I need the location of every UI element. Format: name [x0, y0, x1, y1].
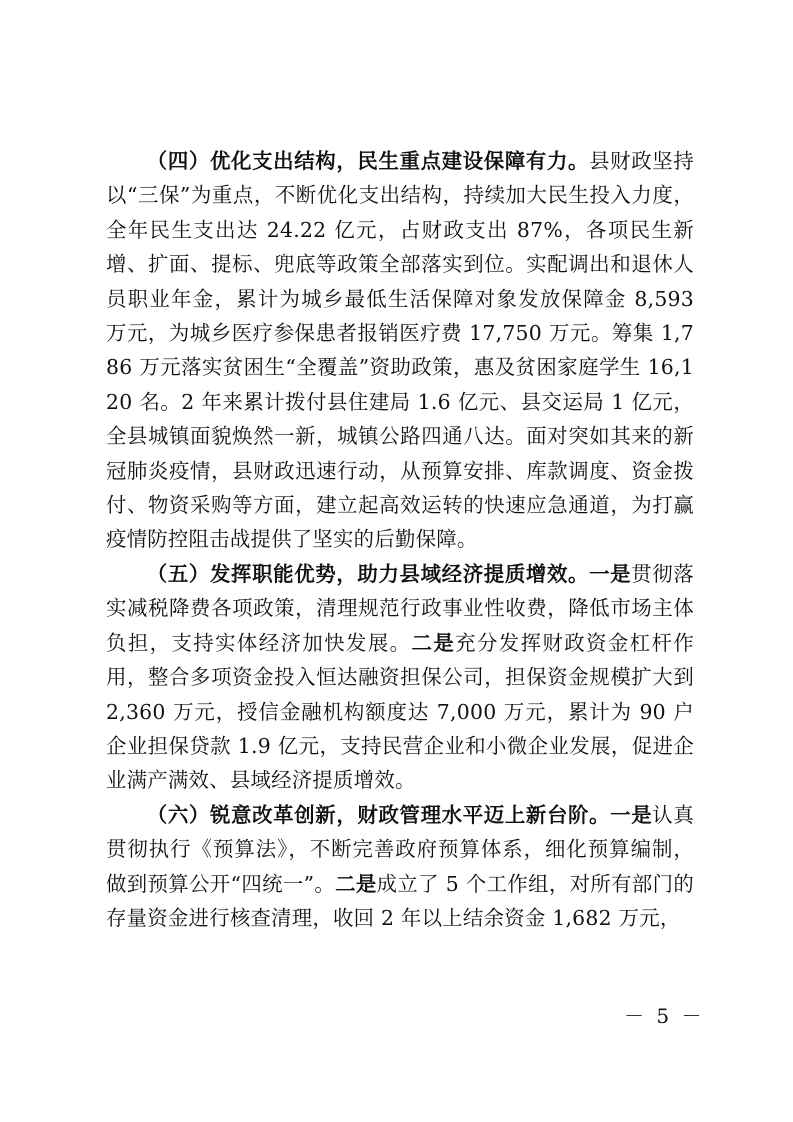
paragraph-6 [106, 798, 694, 936]
page-number: － 5 － [624, 1004, 705, 1028]
document-body [106, 144, 694, 935]
paragraph-text: 成立了 5 个工作组，对所有部门的存量资金进行核查清理，收回 2 年以上结余资金 1,682 万元， [106, 871, 694, 930]
section-heading-5: （五）发挥职能优势，助力县域经济提质增效。 [146, 561, 590, 586]
paragraph-text: 充分发挥财政资金杠杆作用，整合多项资金投入恒达融资担保公司，担保资金规模扩大到 2,360 万元，授信金融机构额度达 7,000 万元，累计为 90 户企业担保贷款 1.9 亿元，支持民营企业和小微企业发展，促进企业满产满效、县域经济提质增效。 [106, 630, 695, 793]
point-label: 一是 [610, 802, 653, 827]
paragraph-5 [106, 557, 694, 798]
paragraph-text: 县财政坚持以“三保”为重点，不断优化支出结构，持续加大民生投入力度，全年民生支出达 24.22 亿元，占财政支出 87%，各项民生新增、扩面、提标、兜底等政策全部落实到位。实配调出和退休人员职业年金，累计为城乡最低生活保障对象发放保障金 8,593 万元，为城乡医疗参保患者报销医疗费 17,750 万元。筹集 1,786 万元落实贫困生“全覆盖”资助政策，惠及贫困家庭学生 16,120 名。2 年来累计拨付县住建局 1.6 亿元、县交运局 1 亿元，全县城镇面貌焕然一新，城镇公路四通八达。面对突如其来的新冠肺炎疫情，县财政迅速行动，从预算安排、库款调度、资金拨付、物资采购等方面，建立起高效运转的快速应急通道，为打赢疫情防控阻击战提供了坚实的后勤保障。 [106, 149, 694, 552]
paragraph-4 [106, 144, 694, 557]
section-heading-4: （四）优化支出结构，民生重点建设保障有力。 [146, 149, 590, 173]
paragraph-text: 贯彻落实减税降费各项政策，清理规范行政事业性收费，降低市场主体负担，支持实体经济加快发展。 [106, 561, 694, 655]
paragraph-text: 认真贯彻执行《预算法》，不断完善政府预算体系，细化预算编制，做到预算公开“四统一”。 [106, 802, 694, 896]
point-label: 二是 [335, 871, 377, 896]
section-heading-6: （六）锐意改革创新，财政管理水平迈上新台阶。 [146, 802, 611, 827]
point-label: 二是 [411, 630, 456, 655]
point-label: 一是 [589, 561, 632, 586]
